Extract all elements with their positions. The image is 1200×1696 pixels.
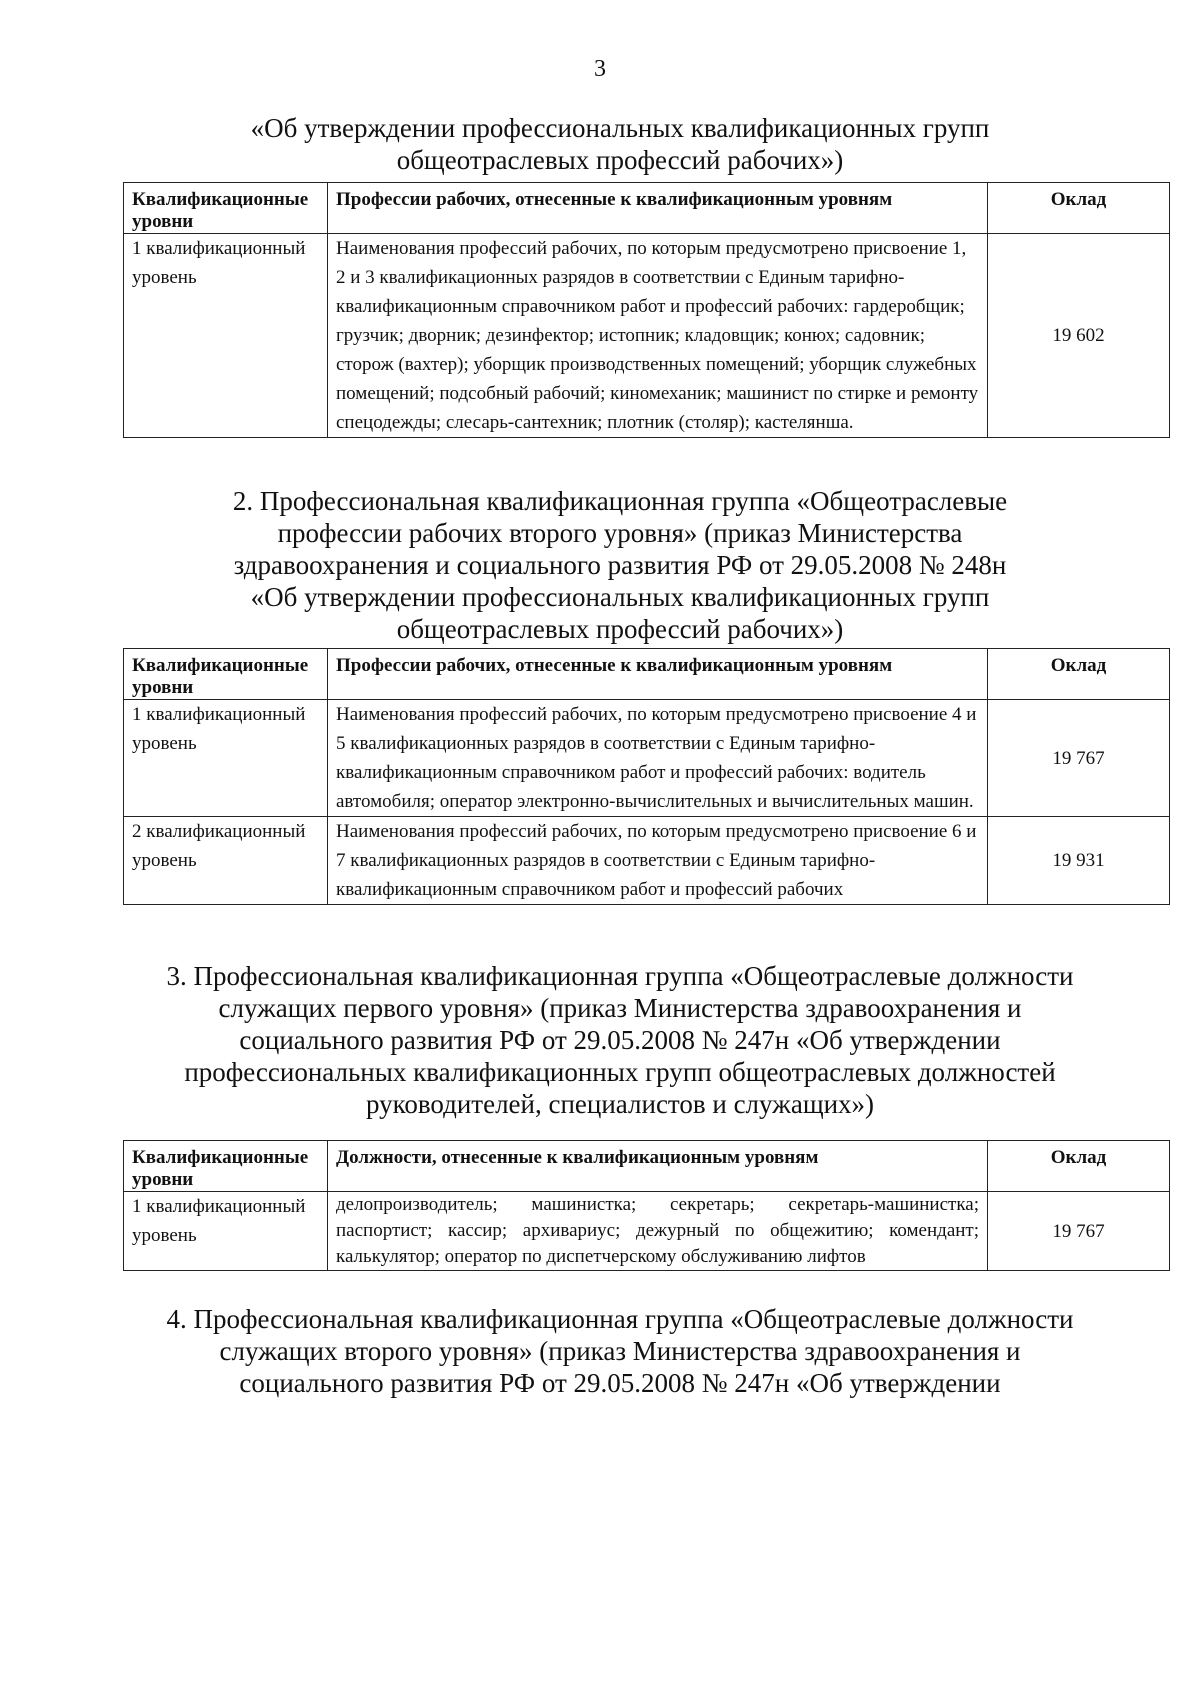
header-professions: Профессии рабочих, отнесенные к квалификационным уровням <box>328 183 988 234</box>
level-cell: 1 квалификационный уровень <box>124 234 328 438</box>
qualification-table-1 <box>123 182 1170 438</box>
heading-line: 3. Профессиональная квалификационная группа «Общеотраслевые должности <box>166 961 1074 991</box>
table-header-row <box>124 183 1170 234</box>
qualification-table-2 <box>123 648 1170 905</box>
heading-line: профессиональных квалификационных групп общеотраслевых должностей <box>184 1057 1056 1087</box>
header-professions: Профессии рабочих, отнесенные к квалификационным уровням <box>328 649 988 700</box>
heading-line: социального развития РФ от 29.05.2008 № 247н «Об утверждении <box>239 1368 1001 1398</box>
heading-line: социального развития РФ от 29.05.2008 № 247н «Об утверждении <box>239 1025 1001 1055</box>
heading-line: общеотраслевых профессий рабочих») <box>396 145 844 175</box>
level-cell: 1 квалификационный уровень <box>124 700 328 817</box>
section-heading-continued <box>120 112 1120 176</box>
header-salary: Оклад <box>988 1141 1170 1192</box>
level-cell: 2 квалификационный уровень <box>124 817 328 905</box>
section-heading-2 <box>120 485 1120 645</box>
heading-line: профессии рабочих второго уровня» (приказ Министерства <box>277 518 963 548</box>
table-row <box>124 234 1170 438</box>
heading-line: здравоохранения и социального развития РФ от 29.05.2008 № 248н <box>233 550 1007 580</box>
description-cell: Наименования профессий рабочих, по которым предусмотрено присвоение 1, 2 и 3 квалификационных разрядов в соответствии с Единым тарифно-квалификационным справочником работ и профессий рабочих: гардеробщик; грузчик; дворник; дезинфектор; истопник; кладовщик; конюх; садовник; сторож (вахтер); уборщик производственных помещений; уборщик служебных помещений; подсобный рабочий; киномеханик; машинист по стирке и ремонту спецодежды; слесарь-сантехник; плотник (столяр); кастелянша. <box>328 234 988 438</box>
description-cell: Наименования профессий рабочих, по которым предусмотрено присвоение 6 и 7 квалификационных разрядов в соответствии с Единым тарифно-квалификационным справочником работ и профессий рабочих <box>328 817 988 905</box>
table-header-row <box>124 1141 1170 1192</box>
heading-line: служащих второго уровня» (приказ Министерства здравоохранения и <box>219 1336 1021 1366</box>
heading-line: «Об утверждении профессиональных квалификационных групп <box>250 582 990 612</box>
level-cell: 1 квалификационный уровень <box>124 1192 328 1271</box>
table-row <box>124 700 1170 817</box>
header-levels: Квалификационные уровни <box>124 1141 328 1192</box>
salary-cell: 19 767 <box>988 1192 1170 1271</box>
heading-line: служащих первого уровня» (приказ Министерства здравоохранения и <box>218 993 1022 1023</box>
description-cell: делопроизводитель; машинистка; секретарь; секретарь-машинистка; паспортист; кассир; архивариус; дежурный по общежитию; комендант; калькулятор; оператор по диспетчерскому обслуживанию лифтов <box>328 1192 988 1271</box>
section-heading-4 <box>120 1303 1120 1399</box>
heading-line: 2. Профессиональная квалификационная группа «Общеотраслевые <box>232 486 1008 516</box>
description-cell: Наименования профессий рабочих, по которым предусмотрено присвоение 4 и 5 квалификационных разрядов в соответствии с Единым тарифно-квалификационным справочником работ и профессий рабочих: водитель автомобиля; оператор электронно-вычислительных и вычислительных машин. <box>328 700 988 817</box>
header-positions: Должности, отнесенные к квалификационным уровням <box>328 1141 988 1192</box>
header-levels: Квалификационные уровни <box>124 649 328 700</box>
header-levels: Квалификационные уровни <box>124 183 328 234</box>
header-salary: Оклад <box>988 183 1170 234</box>
salary-cell: 19 931 <box>988 817 1170 905</box>
page-number: 3 <box>594 56 606 82</box>
table-row <box>124 817 1170 905</box>
salary-cell: 19 602 <box>988 234 1170 438</box>
heading-line: руководителей, специалистов и служащих») <box>365 1089 875 1119</box>
heading-line: общеотраслевых профессий рабочих») <box>396 614 844 644</box>
heading-line: «Об утверждении профессиональных квалификационных групп <box>250 113 990 143</box>
table-header-row <box>124 649 1170 700</box>
heading-line: 4. Профессиональная квалификационная группа «Общеотраслевые должности <box>166 1304 1074 1334</box>
table-row <box>124 1192 1170 1271</box>
qualification-table-3 <box>123 1140 1170 1271</box>
section-heading-3 <box>120 960 1120 1120</box>
salary-cell: 19 767 <box>988 700 1170 817</box>
header-salary: Оклад <box>988 649 1170 700</box>
